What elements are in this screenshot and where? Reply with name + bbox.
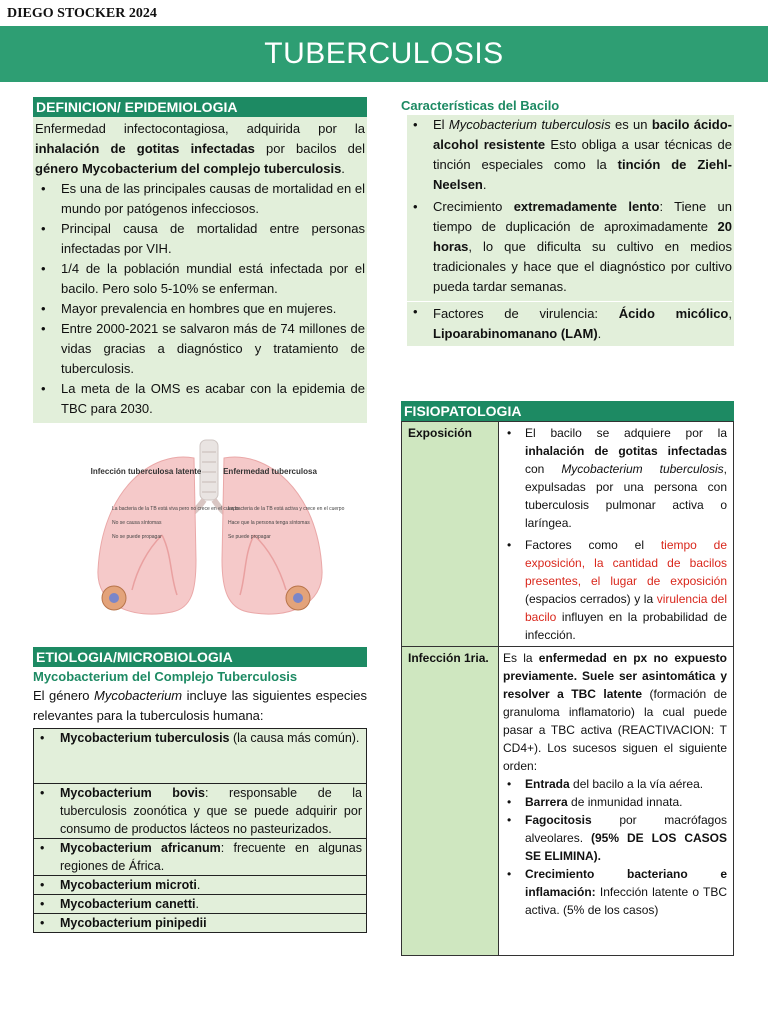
list-item: • El Mycobacterium tuberculosis es un bacilo ácido-alcohol resistente Esto obliga a usar técnicas de tinción especiales como la tinción de Ziehl-Neelsen. [407,115,732,195]
table-row [34,784,367,839]
definicion-body [33,117,367,423]
fisiopatologia-section [401,401,734,956]
list-item: • Mayor prevalencia en hombres que en mujeres. [35,299,365,319]
lungs-illustration [90,440,345,625]
author-name: DIEGO STOCKER 2024 [7,6,157,21]
list-item: • Mycobacterium canetti. [34,895,366,913]
list-item: • Factores como el tiempo de exposición, la cantidad de bacilos presentes, el lugar de exposición (espacios cerrados) y la virulencia del bacilo influyen en la probabilidad de infección. [503,536,727,644]
list-item: • Mycobacterium africanum: frecuente en algunas regiones de África. [34,839,366,875]
definicion-heading: DEFINICION/ EPIDEMIOLOGIA [33,97,367,117]
table-row [34,729,367,784]
etiologia-section [33,647,367,933]
list-item: • El bacilo se adquiere por la inhalación de gotitas infectadas con Mycobacterium tuberculosis, expulsadas por una persona con tuberculosis pulmonar activa o laríngea. [503,424,727,532]
lungs-left-point: La bacteria de la TB está viva pero no crece en el cuerpo [112,506,239,512]
species-table [33,728,367,933]
table-row [34,876,367,895]
lungs-right-point: Se puede propagar [228,534,271,540]
definicion-list [35,179,365,419]
list-item: • Crecimiento bacteriano e inflamación: Infección latente o TBC activa. (5% de los casos) [503,865,727,919]
lungs-left-point: No se causa síntomas [112,520,162,526]
list-item: • Entrada del bacilo a la vía aérea. [503,775,727,793]
lungs-right-title: Enfermedad tuberculosa [223,467,317,476]
fisiopatologia-table [401,421,734,956]
lungs-left-title: Infección tuberculosa latente [90,467,202,476]
table-row [402,647,734,956]
list-item: • Mycobacterium microti. [34,876,366,894]
etiologia-intro: El género Mycobacterium incluye las siguientes especies relevantes para la tuberculosis humana: [33,688,367,723]
infeccion-content [499,647,734,956]
exposicion-label: Exposición [402,422,499,647]
fisiopatologia-heading: FISIOPATOLOGIA [401,401,734,421]
list-item: • Entre 2000-2021 se salvaron más de 74 millones de vidas gracias a diagnóstico y tratamiento de tuberculosis. [35,319,365,379]
lungs-right-point: La bacteria de la TB está activa y crece en el cuerpo [228,506,345,512]
exposicion-content [499,422,734,647]
table-row [34,895,367,914]
table-row [402,422,734,647]
list-item: • Es una de las principales causas de mortalidad en el mundo por patógenos infecciosos. [35,179,365,219]
lungs-left-point: No se puede propagar [112,534,162,540]
infeccion-label: Infección 1ria. [402,647,499,956]
page-title: TUBERCULOSIS [0,26,768,82]
infeccion-intro: Es la enfermedad en px no expuesto previamente. Suele ser asintomática y resolver a TBC latente (formación de granuloma inflamatorio) la cual puede pasar a TBC activa (REACTIVACION: T CD4+). Los sucesos siguen el siguiente orden: [503,651,727,773]
list-item: • Principal causa de mortalidad entre personas infectadas por VIH. [35,219,365,259]
lungs-right-point: Hace que la persona tenga síntomas [228,520,310,526]
list-item: • La meta de la OMS es acabar con la epidemia de TBC para 2030. [35,379,365,419]
list-item: • 1/4 de la población mundial está infectada por el bacilo. Pero solo 5-10% se enferman. [35,259,365,299]
table-row [34,839,367,876]
list-item: • Mycobacterium bovis: responsable de la tuberculosis zoonótica y que se puede adquirir por consumo de productos lácteos no pasteurizados. [34,784,366,838]
caracteristicas-body [407,115,734,346]
definicion-intro: Enfermedad infectocontagiosa, adquirida por la inhalación de gotitas infectadas por bacilos del género Mycobacterium del complejo tuberculosis. [35,121,365,176]
caracteristicas-heading: Características del Bacilo [401,98,560,113]
etiologia-subheading: Mycobacterium del Complejo Tuberculosis [33,669,298,684]
list-item: • Fagocitosis por macrófagos alveolares. (95% DE LOS CASOS SE ELIMINA). [503,811,727,865]
list-item: • Crecimiento extremadamente lento: Tiene un tiempo de duplicación de aproximadamente 20 horas, lo que dificulta su cultivo en medios tradicionales y hace que el diagnóstico por cultivo pueda tardar semanas. [407,197,732,297]
svg-text:Infección tuberculosa latente [91,467,202,476]
svg-text:Enfermedad tuberculosa [223,467,317,476]
list-item: • Factores de virulencia: Ácido micólico, Lipoarabinomanano (LAM). [407,301,732,344]
list-item: • Mycobacterium tuberculosis (la causa más común). [34,729,366,747]
etiologia-heading: ETIOLOGIA/MICROBIOLOGIA [33,647,367,667]
list-item: • Mycobacterium pinipedii [34,914,366,932]
definicion-section [33,97,367,423]
list-item: • Barrera de inmunidad innata. [503,793,727,811]
table-row [34,914,367,933]
caracteristicas-section [401,96,734,346]
